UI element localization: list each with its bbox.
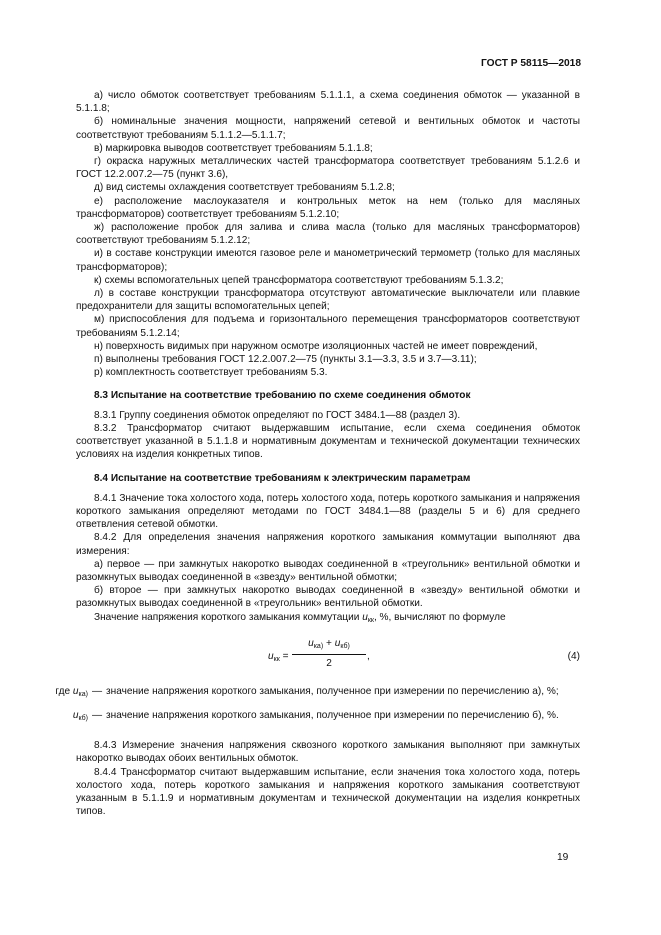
legend-var: u <box>72 709 79 721</box>
list-item: и) в составе конструкции имеются газовое реле и манометрический термометр (только для масляных трансформаторов); <box>76 248 580 273</box>
list-item: в) маркировка выводов соответствует требованиям 5.1.1.8; <box>94 142 373 154</box>
formula-intro <box>76 611 580 627</box>
formula-denominator: 2 <box>326 657 332 669</box>
list-item: л) в составе конструкции трансформатора отсутствуют автоматические выключатели или плавкие предохранители для защиты вспомогательных цепей; <box>76 288 580 313</box>
formula-intro-tail: , %, вычисляют по формуле <box>373 611 506 623</box>
list-item: м) приспособления для подъема и горизонтального перемещения трансформаторов соответствуют требованиям 5.1.2.14; <box>76 314 580 339</box>
section-heading-8-4: 8.4 Испытание на соответствие требованиям к электрическим параметрам <box>94 473 471 485</box>
formula-num-sub2: кб) <box>340 642 350 650</box>
legend-row <box>44 701 559 725</box>
formula-intro-sub: кк <box>367 616 374 624</box>
paragraph-8-4-3: 8.4.3 Измерение значения напряжения сквозного короткого замыкания выполняют при замкнутых накоротко выводах обоих вентильных обмоток. <box>76 740 580 765</box>
list-item: б) номинальные значения мощности, напряжений сетевой и вентильных обмоток и частоты соответствуют требованиям 5.1.1.2—5.1.1.7; <box>76 116 580 141</box>
list-item: г) окраска наружных металлических частей трансформатора соответствует требованиям 5.1.2.6 и ГОСТ 12.2.007.2—75 (пункт 3.6), <box>76 156 580 181</box>
list-item: п) выполнены требования ГОСТ 12.2.007.2—75 (пункты 3.1—3.3, 3.5 и 3.7—3.11); <box>94 354 477 366</box>
legend-text: значение напряжения короткого замыкания, полученное при измерении по перечислению а), %; <box>106 685 559 697</box>
legend-sub: ка) <box>78 690 88 698</box>
legend-symbol <box>44 685 92 701</box>
legend-row <box>44 685 559 701</box>
list-item: ж) расположение пробок для залива и слива масла (только для масляных трансформаторов) соответствуют требованиям 5.1.2.12; <box>76 222 580 247</box>
list-item: е) расположение маслоуказателя и контрольных меток на нем (только для масляных трансформаторов) соответствует требованиям 5.1.2.10; <box>76 195 580 220</box>
formula-lhs <box>268 650 288 666</box>
list-item: а) число обмоток соответствует требованиям 5.1.1.1, а схема соединения обмоток — указанной в 5.1.1.8; <box>76 90 580 115</box>
formula-numerator <box>292 637 366 655</box>
formula-lhs-var: u <box>268 650 274 662</box>
list-item: д) вид системы охлаждения соответствует требованиям 5.1.2.8; <box>94 182 395 194</box>
legend-var: u <box>72 685 79 697</box>
formula-fraction <box>292 637 366 670</box>
formula-intro-var: u <box>362 611 368 623</box>
formula-intro-text: Значение напряжения короткого замыкания коммутации <box>94 611 360 623</box>
requirements-list <box>76 89 580 379</box>
list-item: р) комплектность соответствует требованиям 5.3. <box>94 367 328 379</box>
page-number: 19 <box>557 852 569 863</box>
paragraph-8-4-1: 8.4.1 Значение тока холостого хода, потерь холостого хода, потерь короткого замыкания и напряжения короткого замыкания определяют методами по ГОСТ 3484.1—88 (разделы 5 и 6) для среднего ответвления сетевой обмотки. <box>76 492 580 531</box>
legend-sub: кб) <box>78 714 88 722</box>
paragraph-8-4-4: 8.4.4 Трансформатор считают выдержавшим испытание, если значения тока холостого хода, потерь холостого хода, потерь короткого замыкания и напряжения короткого замыкания соответствуют указанным в 5.1.1.9 и нормативным документам и технической документации на изделия конкретных типов. <box>76 766 580 818</box>
formula-number: (4) <box>567 650 580 662</box>
legend-dash: — <box>92 685 103 697</box>
paragraph-8-4-2-a: а) первое — при замкнутых накоротко выводах соединенной в «треугольник» вентильной обмотки и разомкнутых выводах соединенной в «звезду» вентильной обмотки; <box>76 558 580 583</box>
formula-num-var2: u <box>334 637 341 649</box>
legend-text: значение напряжения короткого замыкания, полученное при измерении по перечислению б), %. <box>106 709 559 721</box>
section-heading-8-3: 8.3 Испытание на соответствие требованию по схеме соединения обмоток <box>94 390 471 402</box>
formula-legend <box>44 685 559 725</box>
formula-4 <box>76 637 580 677</box>
formula-num-var1: u <box>308 637 314 649</box>
document-header: ГОСТ Р 58115—2018 <box>481 58 581 69</box>
formula-equals: = <box>282 650 289 662</box>
page-content <box>55 89 580 818</box>
formula-lhs-sub: кк <box>273 655 280 663</box>
list-item: к) схемы вспомогательных цепей трансформатора соответствуют требованиям 5.1.3.2; <box>94 274 504 286</box>
formula-comma: , <box>367 650 370 662</box>
legend-where-word: где <box>55 685 71 697</box>
formula-plus: + <box>325 637 332 649</box>
paragraph-8-3-1: 8.3.1 Группу соединения обмоток определяют по ГОСТ 3484.1—88 (раздел 3). <box>94 409 461 421</box>
legend-dash: — <box>92 709 103 721</box>
list-item: н) поверхность видимых при наружном осмотре изоляционных частей не имеет повреждений, <box>94 340 538 352</box>
paragraph-8-4-2-b: б) второе — при замкнутых накоротко выводах соединенной в «звезду» вентильной обмотки и разомкнутых выводах соединенной в «треугольник» вентильной обмотки. <box>76 585 580 610</box>
formula-num-sub1: ка) <box>313 642 324 650</box>
paragraph-8-3-2: 8.3.2 Трансформатор считают выдержавшим испытание, если схема соединения обмоток соответствует указанной в 5.1.1.8 и нормативным документам и технической документации технических условиях на изделия конкретных типов. <box>76 422 580 461</box>
legend-symbol <box>44 701 92 725</box>
paragraph-8-4-2: 8.4.2 Для определения значения напряжения короткого замыкания коммутации выполняют два измерения: <box>76 532 580 557</box>
